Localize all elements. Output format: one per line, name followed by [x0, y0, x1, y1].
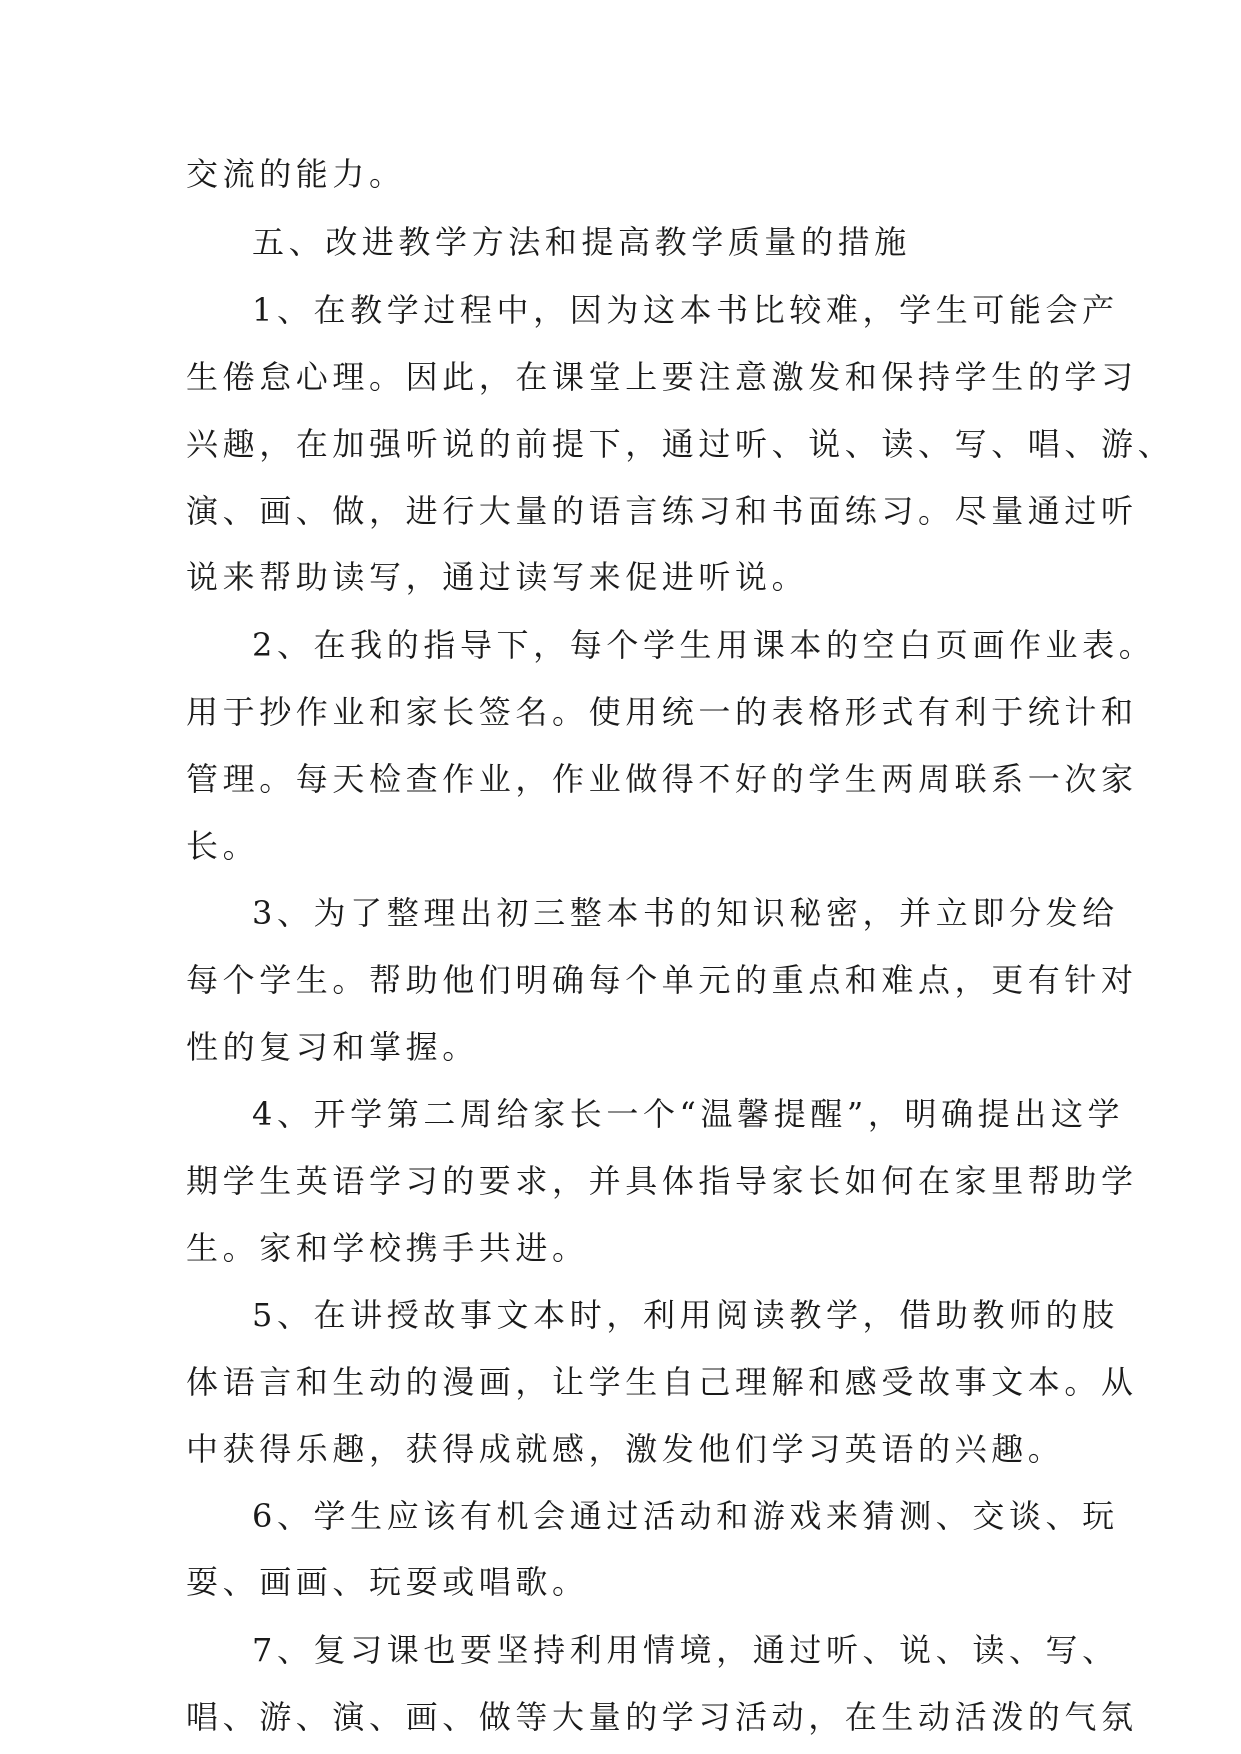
text-line: 生。家和学校携手共进。 — [186, 1229, 589, 1267]
text-line: 1、在教学过程中，因为这本书比较难，学生可能会产 — [252, 291, 1119, 329]
text-line: 交流的能力。 — [186, 155, 406, 193]
text-line: 体语言和生动的漫画，让学生自己理解和感受故事文本。从 — [186, 1363, 1138, 1401]
text-line: 管理。每天检查作业，作业做得不好的学生两周联系一次家 — [186, 760, 1138, 798]
text-line: 7、复习课也要坚持利用情境，通过听、说、读、写、 — [252, 1631, 1119, 1669]
text-line: 3、为了整理出初三整本书的知识秘密，并立即分发给 — [252, 894, 1119, 932]
text-line: 中获得乐趣，获得成就感，激发他们学习英语的兴趣。 — [186, 1430, 1065, 1468]
text-line: 2、在我的指导下，每个学生用课本的空白页画作业表。 — [252, 626, 1156, 664]
text-line: 说来帮助读写，通过读写来促进听说。 — [186, 558, 809, 596]
text-line: 耍、画画、玩耍或唱歌。 — [186, 1563, 589, 1601]
text-line: 期学生英语学习的要求，并具体指导家长如何在家里帮助学 — [186, 1162, 1138, 1200]
text-line: 用于抄作业和家长签名。使用统一的表格形式有利于统计和 — [186, 693, 1138, 731]
text-line: 长。 — [186, 827, 260, 865]
section-heading: 五、改进教学方法和提高教学质量的措施 — [252, 223, 911, 261]
text-line: 4、开学第二周给家长一个“温馨提醒”，明确提出这学 — [252, 1095, 1125, 1133]
text-line: 演、画、做，进行大量的语言练习和书面练习。尽量通过听 — [186, 492, 1138, 530]
text-line: 性的复习和掌握。 — [186, 1028, 479, 1066]
text-line: 唱、游、演、画、做等大量的学习活动，在生动活泼的气氛 — [186, 1698, 1138, 1736]
text-line: 每个学生。帮助他们明确每个单元的重点和难点，更有针对 — [186, 961, 1138, 999]
text-line: 生倦怠心理。因此，在课堂上要注意激发和保持学生的学习 — [186, 358, 1138, 396]
text-line: 兴趣，在加强听说的前提下，通过听、说、读、写、唱、游、 — [186, 425, 1175, 463]
text-line: 6、学生应该有机会通过活动和游戏来猜测、交谈、玩 — [252, 1497, 1119, 1535]
text-line: 5、在讲授故事文本时，利用阅读教学，借助教师的肢 — [252, 1296, 1119, 1334]
